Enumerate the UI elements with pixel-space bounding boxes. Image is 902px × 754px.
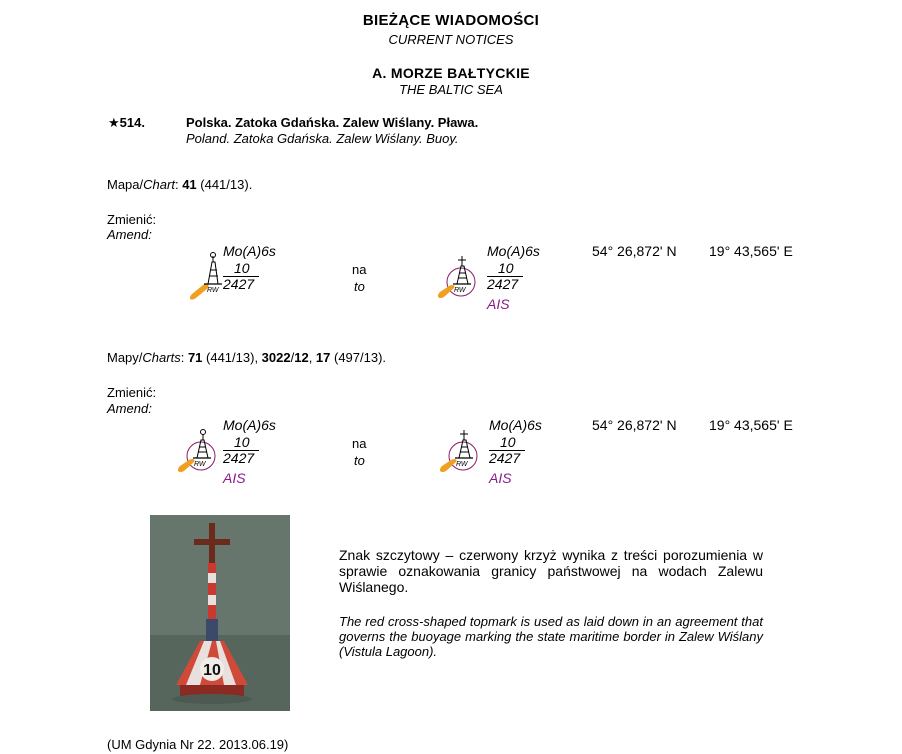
chart-line-2: Mapy/Charts: 71 (441/13), 3022/12, 17 (497/13). (107, 350, 387, 365)
latitude: 54° 26,872' N (592, 417, 677, 433)
amend-label: Zmienić: (107, 212, 157, 227)
ais-buoy-symbol-icon (176, 428, 226, 476)
ais-label: AIS (489, 470, 512, 486)
buoy-fraction: 10 2427 (223, 435, 259, 466)
ais-label: AIS (487, 296, 510, 312)
ais-buoy-symbol-icon (438, 428, 488, 476)
longitude: 19° 43,565' E (709, 417, 793, 433)
section-title-en: THE BALTIC SEA (399, 82, 503, 97)
to-label: to (354, 279, 365, 294)
buoy-color-code: RW (456, 461, 468, 468)
page-title-en: CURRENT NOTICES (388, 32, 514, 47)
description-pl: Znak szczytowy – czerwony krzyż wynika z treści porozumienia w sprawie oznakowania granicy państwowej na wodach Zalewu Wiślanego. (339, 547, 763, 595)
notice-title: Polska. Zatoka Gdańska. Zalew Wiślany. Pława. (186, 115, 479, 130)
buoy-fraction: 10 2427 (223, 261, 259, 292)
amend-label: Zmienić: (107, 385, 157, 400)
notice-number: ★514. (108, 115, 145, 130)
light-characteristic: Mo(A)6s (489, 417, 542, 433)
buoy-photo (150, 515, 290, 711)
buoy-color-code: RW (207, 287, 219, 294)
na-label: na (352, 262, 367, 277)
latitude: 54° 26,872' N (592, 243, 677, 259)
amend-label-en: Amend: (107, 401, 152, 416)
buoy-fraction: 10 2427 (487, 261, 523, 292)
buoy-color-code: RW (194, 461, 206, 468)
notice-title-en: Poland. Zatoka Gdańska. Zalew Wiślany. Buoy. (186, 131, 459, 146)
description-en: The red cross-shaped topmark is used as laid down in an agreement that governs the buoyage marking the state maritime border in Zalew Wiślany (Vistula Lagoon). (339, 614, 763, 659)
source-reference: (UM Gdynia Nr 22. 2013.06.19) (107, 737, 289, 752)
buoy-fraction: 10 2427 (489, 435, 525, 466)
ais-buoy-symbol-icon (436, 254, 486, 302)
light-characteristic: Mo(A)6s (223, 243, 276, 259)
chart-line-1: Mapa/Chart: 41 (441/13). (107, 177, 253, 192)
section-title: A. MORZE BAŁTYCKIE (372, 65, 530, 81)
buoy-color-code: RW (454, 287, 466, 294)
to-label: to (354, 453, 365, 468)
na-label: na (352, 436, 367, 451)
longitude: 19° 43,565' E (709, 243, 793, 259)
photo-buoy-number: 10 (203, 662, 221, 679)
ais-label: AIS (223, 470, 246, 486)
light-characteristic: Mo(A)6s (223, 417, 276, 433)
light-characteristic: Mo(A)6s (487, 243, 540, 259)
page-title: BIEŻĄCE WIADOMOŚCI (362, 12, 540, 29)
amend-label-en: Amend: (107, 227, 152, 242)
